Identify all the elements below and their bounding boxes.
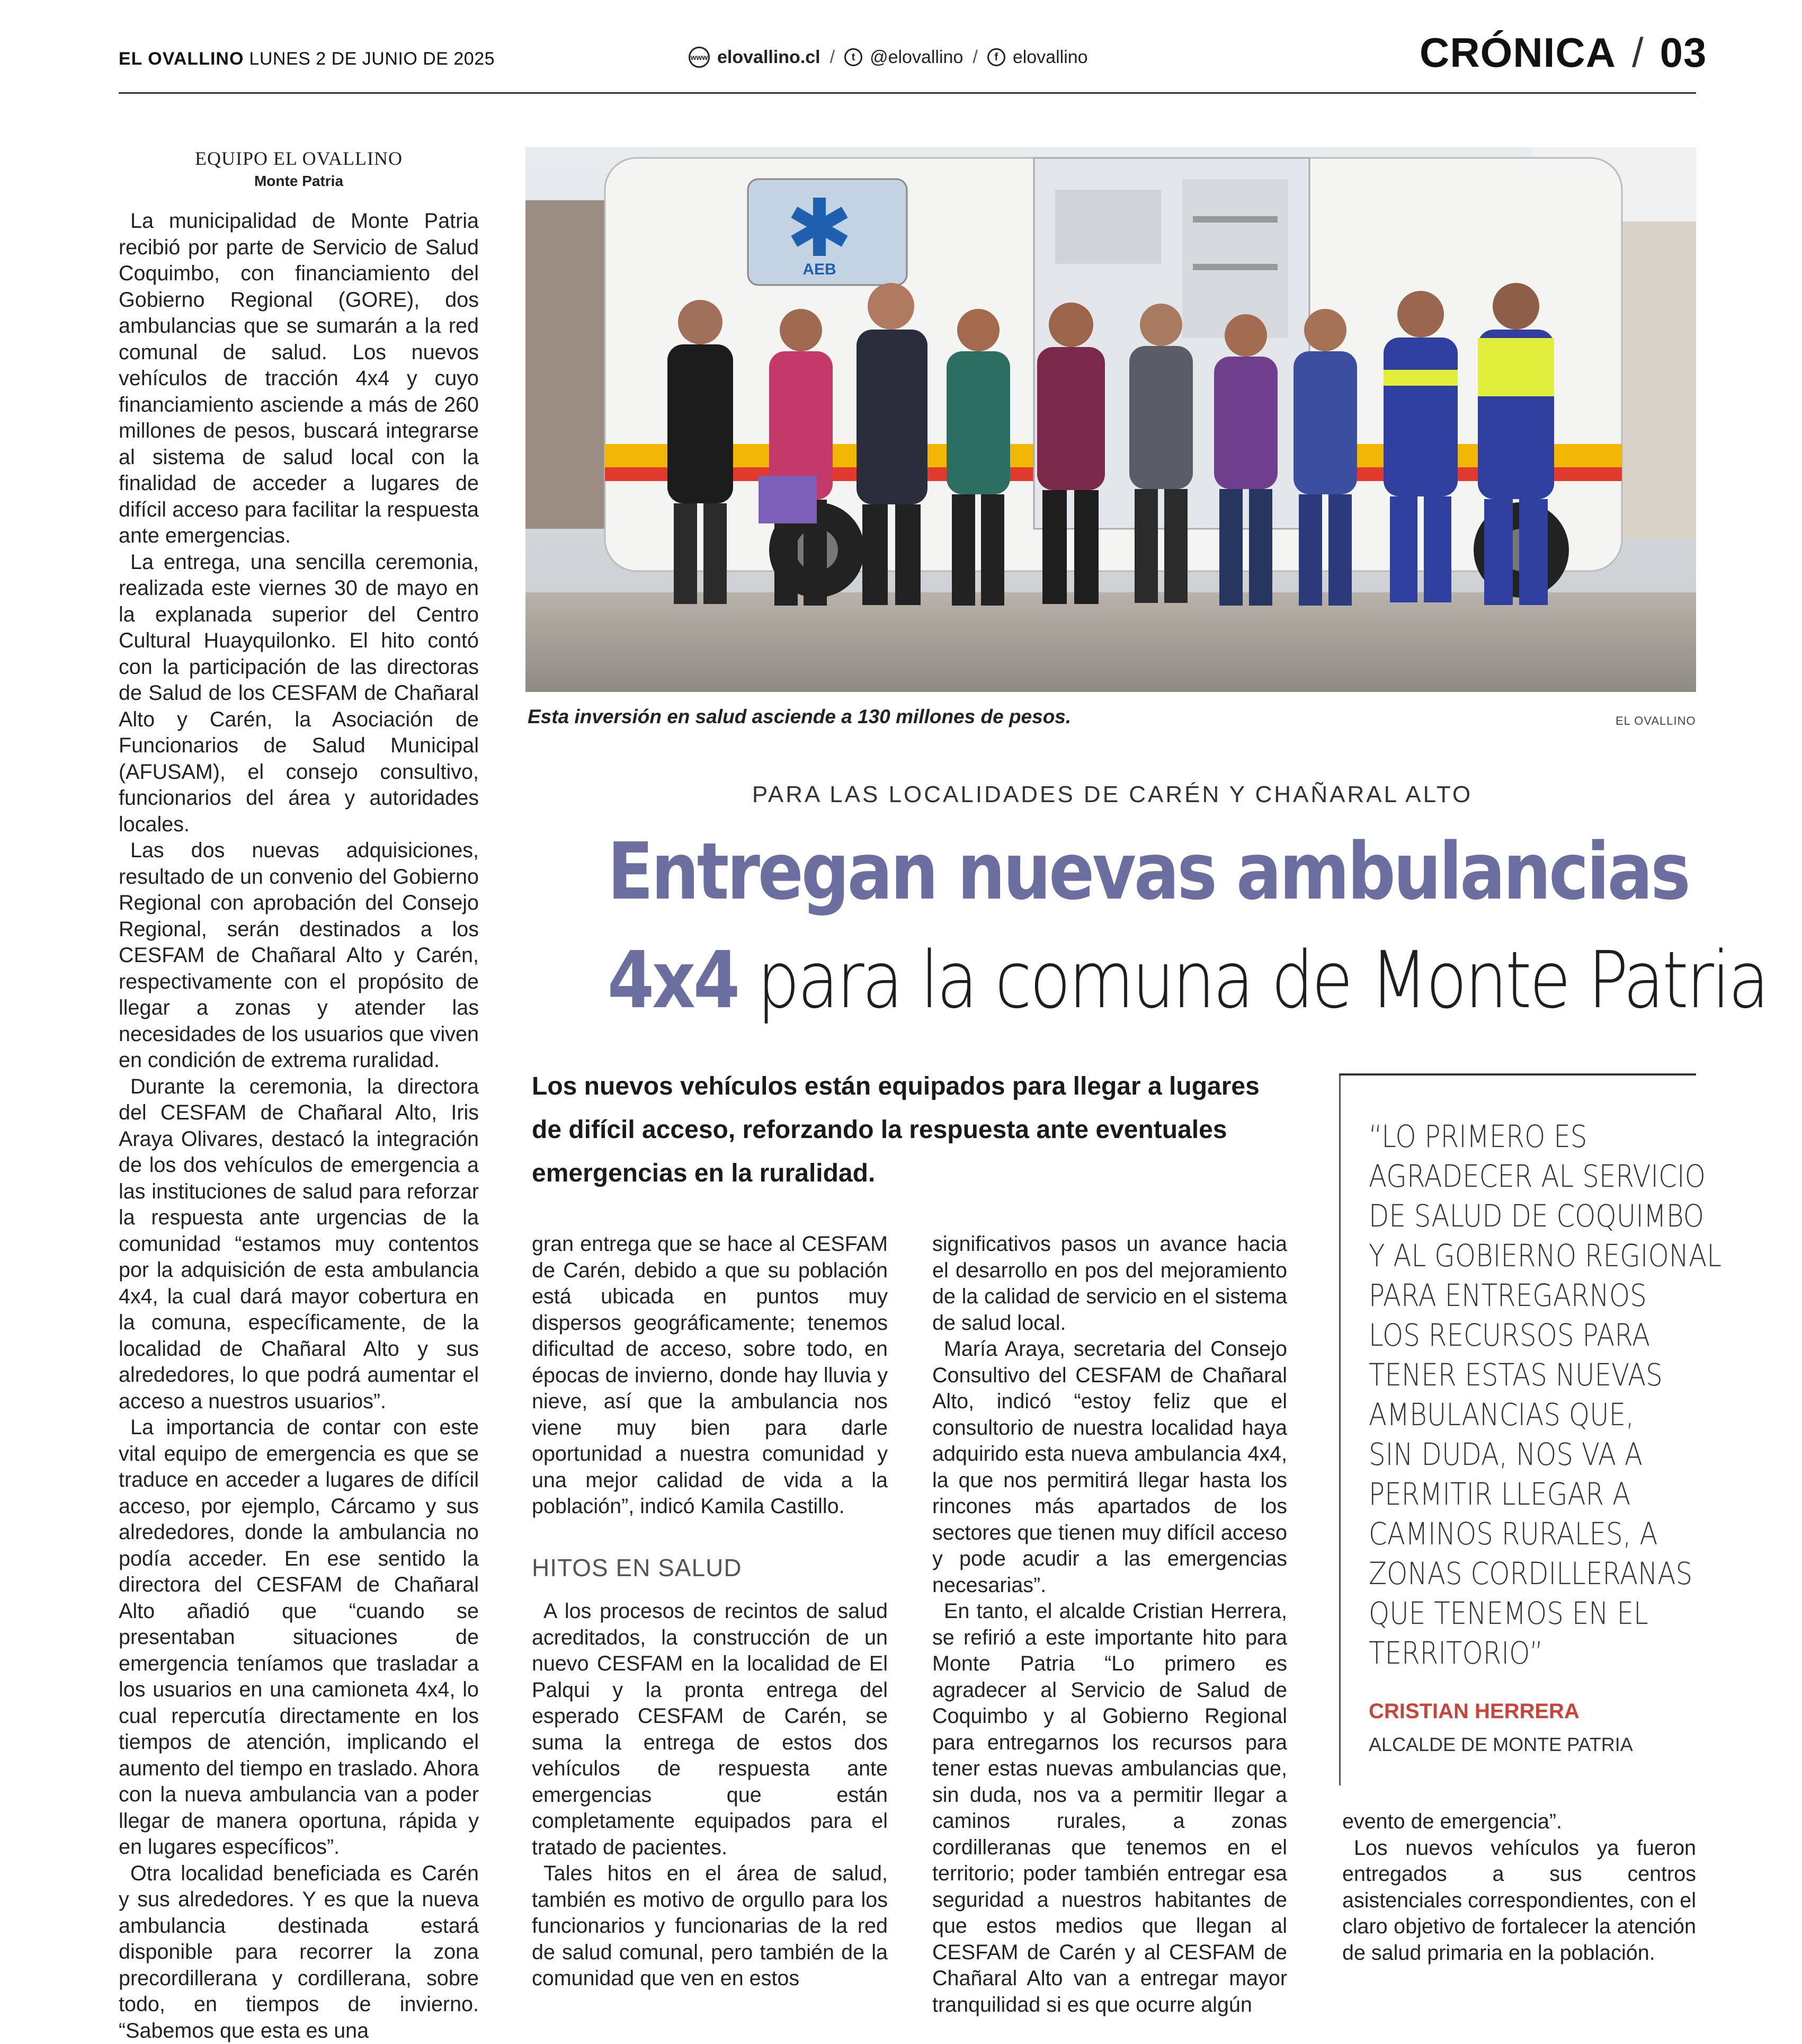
pullquote-author: CRISTIAN HERRERA [1369, 1700, 1580, 1723]
paragraph: significativos pasos un avance hacia el desarrollo en pos del mejoramiento de la calidad de servicio en el sistema de salud local. [932, 1231, 1287, 1336]
pullquote-line: SIN DUDA, NOS VA A [1369, 1435, 1642, 1474]
paragraph: María Araya, secretaria del Consejo Consultivo del CESFAM de Chañaral Alto, indicó “estoy feliz que el consultorio de nuestra localidad haya adquirido esta nueva ambulancia 4x4, la que nos permitirá llegar hasta los rincones más apartados de los sectores que tienen muy difícil acceso y pode acudir a las emergencias necesarias”. [932, 1336, 1287, 1598]
news-photo [525, 147, 1696, 692]
header-social-links: www elovallino.cl / t @elovallino / f elovallino [689, 47, 1088, 68]
section-header: CRÓNICA / 03 [1420, 29, 1707, 77]
paragraph: En tanto, el alcalde Cristian Herrera, se refirió a este importante hito para Monte Patria “Lo primero es agradecer al Servicio de Salud de Coquimbo y al Gobierno Regional para entregarnos los recursos para tener estas nuevas ambulancias que, sin duda, nos va a permitir llegar a caminos rurales, a zonas cordilleranas que tenemos en el territorio; poder también entregar esa seguridad a nuestros habitantes de que estos medios que llegan al CESFAM de Carén y al CESFAM de Chañaral Alto van a entregar mayor tranquilidad si es que ocurre algún [932, 1598, 1287, 2018]
ambulance-group-photo [525, 147, 1696, 692]
paragraph: La entrega, una sencilla ceremonia, realizada este viernes 30 de mayo en la explanada superior del Centro Cultural Huayquilonko. El hito contó con la participación de las directoras de Salud de los CESFAM de Chañaral Alto y Carén, la Asociación de Funcionarios de Salud Municipal (AFUSAM), el consejo consultivo, funcionarios del área y autoridades locales. [119, 549, 479, 838]
article-deck: Los nuevos vehículos están equipados para llegar a lugares de difícil acceso, reforzando la respuesta ante eventuales emergencias en la ruralidad. [532, 1065, 1284, 1195]
headline-line-2 [608, 935, 1614, 1025]
headline-kicker: PARA LAS LOCALIDADES DE CARÉN Y CHAÑARAL ALTO [530, 781, 1695, 808]
headline-line-1: Entregan nuevas ambulancias [608, 827, 1614, 917]
pullquote-line: TERRITORIO” [1369, 1633, 1642, 1673]
paragraph: Tales hitos en el área de salud, también es motivo de orgullo para los funcionarios y funcionarias de la red de salud comunal, pero también de la comunidad que ven en estos [532, 1861, 888, 1992]
subhead: HITOS EN SALUD [532, 1553, 742, 1582]
pullquote-line: DE SALUD DE COQUIMBO [1369, 1196, 1642, 1236]
byline [119, 147, 479, 190]
pullquote-line: AMBULANCIAS QUE, [1369, 1395, 1642, 1435]
paragraph: Las dos nuevas adquisiciones, resultado de un convenio del Gobierno Regional con aprobación del Consejo Regional, serán destinados a los CESFAM de Chañaral Alto y Carén, respectivamente con el propósito de llegar a zonas y atender las necesidades de los usuarios que viven en condición de extrema ruralidad. [119, 838, 479, 1074]
pullquote-rule [1339, 1073, 1696, 1076]
headline-rest: para la comuna de Monte Patria [757, 935, 1767, 1026]
pullquote-vertical-rule [1339, 1076, 1341, 1785]
page-number: 03 [1660, 29, 1707, 76]
brand-name: EL OVALLINO [119, 49, 244, 69]
twitter-bird-icon: t [844, 48, 862, 66]
byline-team: EQUIPO EL OVALLINO [119, 147, 479, 170]
pullquote-line: LOS RECURSOS PARA [1369, 1316, 1642, 1355]
pullquote-line: PERMITIR LLEGAR A [1369, 1474, 1642, 1514]
article-column-3 [932, 1231, 1287, 2018]
article-column-2-continued [532, 1598, 888, 1992]
ambulance-label: AEB [802, 261, 836, 278]
paragraph: Otra localidad beneficiada es Carén y sus alrededores. Y es que la nueva ambulancia destinada estará disponible para recorrer la zona precordillerana y cordillerana, sobre todo, en tiempos de invierno. “Sabemos que esta es una [119, 1861, 479, 2044]
article-column-4 [1342, 1809, 1696, 1966]
photo-credit: EL OVALLINO [1616, 714, 1696, 728]
paragraph: A los procesos de recintos de salud acreditados, la construcción de un nuevo CESFAM en la localidad de El Palqui y la pronta entrega del esperado CESFAM de Carén, se suma la entrega de estos dos vehículos de respuesta ante emergencias que están completamente equipados para el tratado de pacientes. [532, 1598, 888, 1861]
pullquote-line: QUE TENEMOS EN EL [1369, 1594, 1642, 1633]
facebook-handle[interactable]: elovallino [1013, 47, 1088, 68]
section-name: CRÓNICA [1420, 29, 1616, 76]
pullquote-author-role: ALCALDE DE MONTE PATRIA [1369, 1734, 1633, 1756]
pullquote-line: PARA ENTREGARNOS [1369, 1276, 1642, 1316]
paragraph: Los nuevos vehículos ya fueron entregados a sus centros asistenciales correspondientes, con el claro objetivo de fortalecer la atención de salud primaria en la población. [1342, 1835, 1696, 1967]
www-globe-icon: www [689, 47, 710, 68]
pullquote-line: TENER ESTAS NUEVAS [1369, 1355, 1642, 1395]
paragraph: gran entrega que se hace al CESFAM de Carén, debido a que su población está ubicada en puntos muy dispersos geográficamente; tenemos dificultad de acceso, sobre todo, en épocas de invierno, donde hay lluvia y nieve, así que la ambulancia nos viene muy bien para darle oportunidad a nuestra comunidad y una mejor calidad de vida a la población”, indicó Kamila Castillo. [532, 1231, 888, 1520]
pullquote-text [1369, 1117, 1642, 1673]
article-column-1 [119, 208, 479, 2044]
paragraph: La municipalidad de Monte Patria recibió por parte de Servicio de Salud Coquimbo, con financiamiento del Gobierno Regional (GORE), dos ambulancias que se sumarán a la red comunal de salud. Los nuevos vehículos de tracción 4x4 y cuyo financiamiento asciende a más de 260 millones de pesos, buscará integrarse al sistema de salud local con la finalidad de acceder a lugares de difícil acceso para facilitar la respuesta ante emergencias. [119, 208, 479, 549]
article-column-2 [532, 1231, 888, 1520]
website-link[interactable]: elovallino.cl [717, 47, 820, 68]
paragraph: Durante la ceremonia, la directora del CESFAM de Chañaral Alto, Iris Araya Olivares, destacó la integración de los dos vehículos de emergencia a las instituciones de salud para reforzar la respuesta ante urgencias de la comunidad “estamos muy contentos por la adquisición de esta ambulancia 4x4, la cual dará mayor cobertura en la comuna, específicamente, de la localidad de Chañaral Alto y sus alrededores, lo que podrá aumentar el acceso a nuestros usuarios”. [119, 1074, 479, 1415]
paragraph: evento de emergencia”. [1342, 1809, 1696, 1835]
twitter-handle[interactable]: @elovallino [870, 47, 963, 68]
pullquote-line: AGRADECER AL SERVICIO [1369, 1157, 1642, 1196]
header-divider [119, 92, 1696, 94]
edition-date: LUNES 2 DE JUNIO DE 2025 [249, 49, 495, 69]
byline-place: Monte Patria [119, 173, 479, 190]
masthead [119, 49, 495, 69]
paragraph: La importancia de contar con este vital equipo de emergencia es que se traduce en acceder a lugares de difícil acceso, por ejemplo, Cárcamo y sus alrededores, donde la ambulancia no podía acceder. En ese sentido la directora del CESFAM de Chañaral Alto añadió que “cuando se presentaban situaciones de emergencia teníamos que trasladar a los usuarios en una camioneta 4x4, lo cual repercutía directamente en los tiempos de atención, implicando el aumento del tiempo en traslado. Ahora con la nueva ambulancia van a poder llegar de manera oportuna, rápida y en lugares específicos”. [119, 1415, 479, 1861]
facebook-f-icon: f [987, 48, 1005, 66]
pullquote-line: Y AL GOBIERNO REGIONAL [1369, 1236, 1642, 1276]
pullquote-line: “LO PRIMERO ES [1369, 1117, 1642, 1157]
pullquote-line: ZONAS CORDILLERANAS [1369, 1554, 1642, 1594]
pullquote-line: CAMINOS RURALES, A [1369, 1514, 1642, 1554]
headline-accent: 4x4 [608, 935, 738, 1026]
photo-caption: Esta inversión en salud asciende a 130 millones de pesos. [528, 706, 1071, 728]
